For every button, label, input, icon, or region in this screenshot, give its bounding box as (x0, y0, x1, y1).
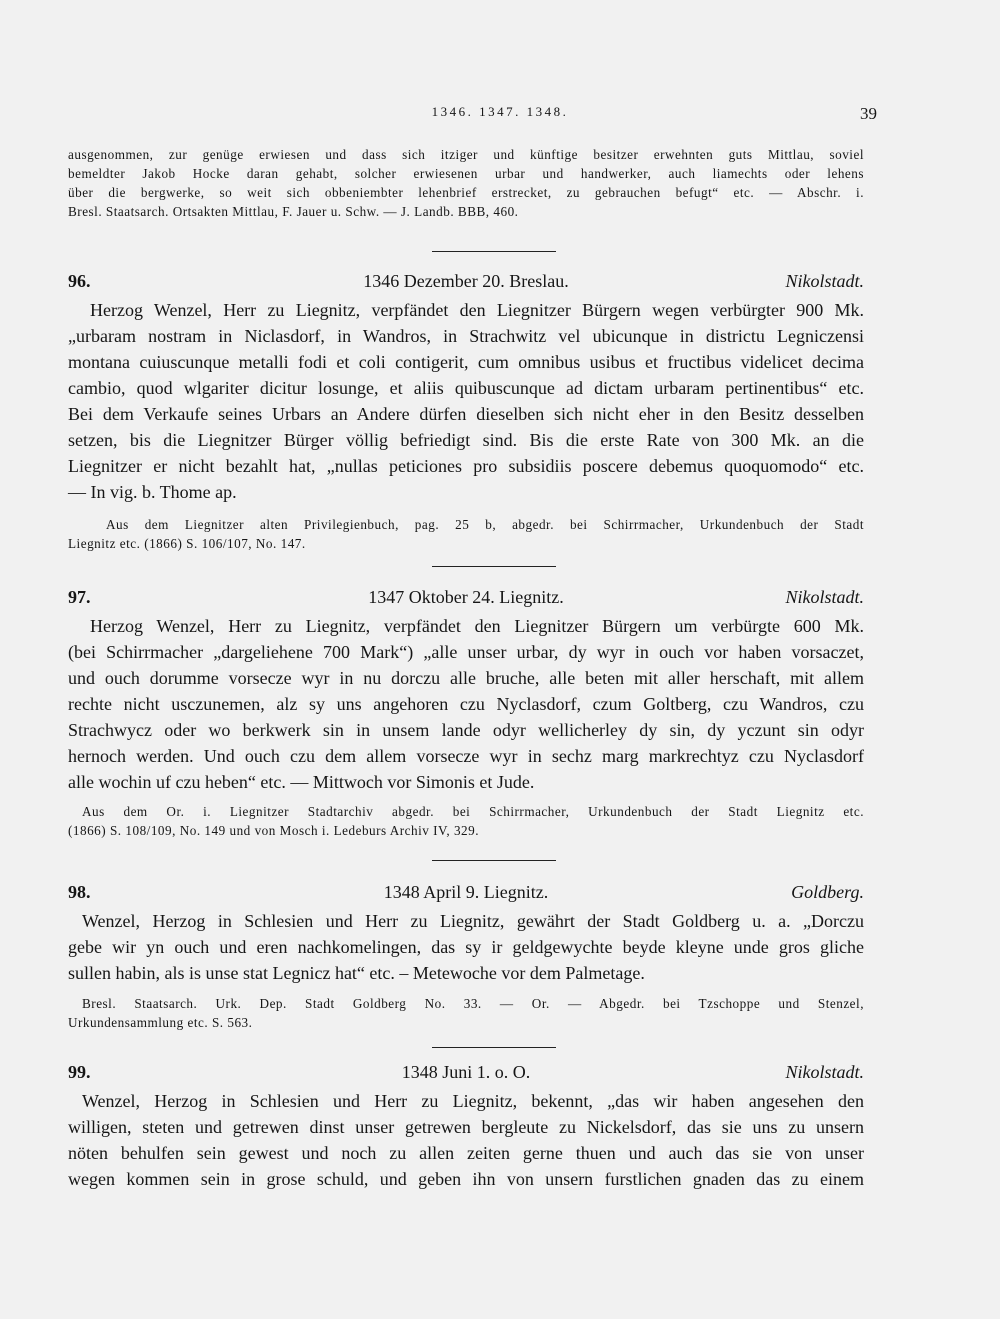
text-line: Wenzel, Herzog in Schlesien und Herr zu Liegnitz, gewährt der Stadt Goldberg u. a. „Dorczu (82, 911, 864, 931)
entry-regest (68, 1088, 864, 1192)
entry-date: 1348 Juni 1. o. O. (401, 1062, 531, 1082)
text-line: Bei dem Verkaufe seines Urbars an Andere dürfen dieselben sich nicht eher in den Besitz desselben (68, 404, 864, 424)
text-line: Herzog Wenzel, Herr zu Liegnitz, verpfändet den Liegnitzer Bürgern um verbürgte 600 Mk. (90, 616, 864, 636)
text-line: bemeldter Jakob Hocke daran gehabt, solcher erwiesenen urbar und handwerker, auch liamechts oder lehens (68, 166, 864, 181)
entry-heading (68, 587, 864, 613)
text-line: montana cuiuscunque metalli fodi et coli contigerit, cum omnibus usibus et fructibus videlicet decima (68, 352, 864, 372)
text-line: Strachwycz oder wo berkwerk sin in unsem lande odyr wellicherley dy sin, dy yczunt sin odyr (68, 720, 864, 740)
text-line: Aus dem Liegnitzer alten Privilegienbuch, pag. 25 b, abgedr. bei Schirrmacher, Urkundenbuch der Stadt (106, 517, 864, 532)
text-line: (1866) S. 108/109, No. 149 und von Mosch i. Ledeburs Archiv IV, 329. (68, 823, 480, 838)
text-line: Liegnitz etc. (1866) S. 106/107, No. 147. (68, 536, 306, 551)
separator-rule (432, 1047, 556, 1048)
entry-regest (68, 613, 864, 795)
entry-date: 1346 Dezember 20. Breslau. (363, 271, 569, 291)
text-line: „urbaram nostram in Niclasdorf, in Wandros, in Strachwitz vel ubicunque in districtu Legniczensi (68, 326, 864, 346)
entry-regest (68, 297, 864, 505)
entry-place: Nikolstadt. (785, 587, 864, 607)
text-line: setzen, bis die Liegnitzer Bürger völlig befriedigt sind. Bis die erste Rate von 300 Mk. an die (68, 430, 864, 450)
page-number: 39 (860, 104, 877, 123)
entry-place: Nikolstadt. (785, 1062, 864, 1082)
text-line: Bresl. Staatsarch. Urk. Dep. Stadt Goldberg No. 33. — Or. — Abgedr. bei Tzschoppe und Stenzel, (82, 996, 864, 1011)
text-line: über die bergwerke, so weit sich obbeniembter lehenbrief erstrecket, zu gebrauchen befugt“ etc. — Abschr. i. (68, 185, 864, 200)
separator-rule (432, 566, 556, 567)
text-line: Herzog Wenzel, Herr zu Liegnitz, verpfändet den Liegnitzer Bürgern wegen verbürgter 900 Mk. (90, 300, 864, 320)
intro-paragraph (68, 145, 864, 221)
entry-source (68, 994, 864, 1032)
entry-heading (68, 882, 864, 908)
entry-place: Goldberg. (791, 882, 864, 902)
entry-heading (68, 271, 864, 297)
separator-rule (432, 860, 556, 861)
text-line: alle wochin uf czu heben“ etc. — Mittwoch vor Simonis et Jude. (68, 772, 535, 792)
text-line: Liegnitzer er nicht bezahlt hat, „nullas peticiones pro subsidiis poscere debemus quoquomodo“ etc. (68, 456, 864, 476)
text-line: hernoch werden. Und ouch czu dem allem vorsecze wyr in sechz marg markrechtyz czu Nyclasdorf (68, 746, 864, 766)
entry-number: 98. (68, 882, 91, 902)
entry-number: 96. (68, 271, 91, 291)
text-line: — In vig. b. Thome ap. (68, 482, 237, 502)
entry-place: Nikolstadt. (785, 271, 864, 291)
text-line: nöten behulfen sein gewest und noch zu allen zeiten gerne thuen und auch das sie von unser (68, 1143, 864, 1163)
text-line: wegen kommen sein in grose schuld, und geben ihn von unsern furstlichen gnaden das zu einem (68, 1169, 864, 1189)
entry-source (68, 802, 864, 840)
entry-source (68, 515, 864, 553)
entry-date: 1348 April 9. Liegnitz. (383, 882, 549, 902)
entry-number: 97. (68, 587, 91, 607)
text-line: willigen, steten und getrewen dinst unser getrewen bergleute zu Nickelsdorf, das sie uns zu unsern (68, 1117, 864, 1137)
separator-rule (432, 251, 556, 252)
entry-regest (68, 908, 864, 986)
text-line: Wenzel, Herzog in Schlesien und Herr zu Liegnitz, bekennt, „das wir haben angesehen den (82, 1091, 864, 1111)
text-line: Urkundensammlung etc. S. 563. (68, 1015, 253, 1030)
text-line: gebe wir yn ouch und eren nachkomelingen, das sy ir geldgewychte beyde kleyne unde gros gliche (68, 937, 864, 957)
text-line: Bresl. Staatsarch. Ortsakten Mittlau, F. Jauer u. Schw. — J. Landb. BBB, 460. (68, 204, 519, 219)
text-line: ausgenommen, zur genüge erwiesen und dass sich itziger und künftige besitzer erwehnten guts Mittlau, soviel (68, 147, 864, 162)
text-line: (bei Schirrmacher „dargeliehene 700 Mark“) „alle unser urbar, dy wyr in ouch vor haben vorsaczet, (68, 642, 864, 662)
text-line: cambio, quod wlgariter dicitur losunge, et aliis quibuscunque ad dictam urbaram pertinentibus“ etc. (68, 378, 864, 398)
entry-heading (68, 1062, 864, 1088)
entry-number: 99. (68, 1062, 91, 1082)
text-line: Aus dem Or. i. Liegnitzer Stadtarchiv abgedr. bei Schirrmacher, Urkundenbuch der Stadt Liegnitz etc. (82, 804, 864, 819)
text-line: sullen habin, als is unse stat Legnicz hat“ etc. – Metewoche vor dem Palmetage. (68, 963, 645, 983)
text-line: rechte nicht usczunemen, alz sy uns angehoren czu Nyclasdorf, czum Goltberg, czu Wandros, czu (68, 694, 864, 714)
running-head: 1346. 1347. 1348. (431, 104, 569, 119)
entry-date: 1347 Oktober 24. Liegnitz. (368, 587, 564, 607)
text-line: und ouch dorumme vorsecze wyr in nu dorczu alle bruche, alle beten mit aller herschaft, mit allem (68, 668, 864, 688)
